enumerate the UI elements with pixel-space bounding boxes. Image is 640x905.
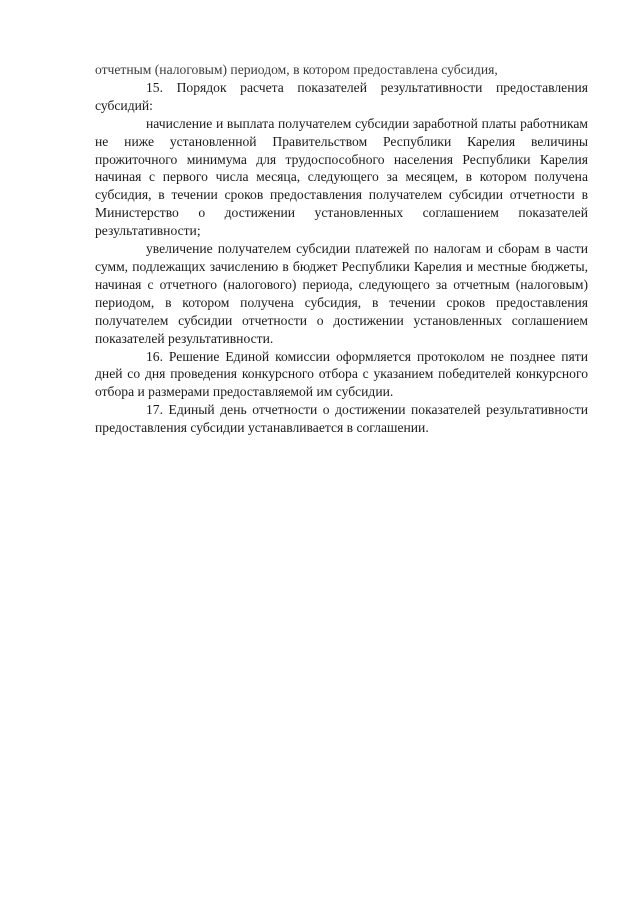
paragraph-16: 16. Решение Единой комиссии оформляется протоколом не позднее пяти дней со дня проведения конкурсного отбора с указанием победителей конкурсного отбора и размерами предоставляемой им субсидии.: [95, 348, 588, 400]
paragraph-continuation: отчетным (налоговым) периодом, в котором предоставлена субсидия,: [95, 62, 498, 77]
paragraph-17: 17. Единый день отчетности о достижении показателей результативности предоставления субсидии устанавливается в соглашении.: [95, 402, 588, 436]
paragraph-15-item-2: увеличение получателем субсидии платежей по налогам и сборам в части сумм, подлежащих зачислению в бюджет Республики Карелия и местные бюджеты, начиная с отчетного (налогового) периода, следующего за отчетным (налоговым) периодом, в котором получена субсидия, в течении сроков предоставления получателем субсидии отчетности о достижении установленных соглашением показателей результативности.: [95, 241, 588, 346]
paragraph-15: 15. Порядок расчета показателей результативности предоставления субсидий:: [95, 79, 588, 113]
paragraph-15-item-1: начисление и выплата получателем субсидии заработной платы работникам не ниже установленной Правительством Республики Карелия величины прожиточного минимума для трудоспособного населения Республики Карелия начиная с первого числа месяца, следующего за месяцем, в котором получена субсидия, в течении сроков предоставления получателем субсидии отчетности в Министерство о достижении установленных соглашением показателей результативности;: [95, 115, 588, 239]
document-body: [95, 61, 588, 437]
